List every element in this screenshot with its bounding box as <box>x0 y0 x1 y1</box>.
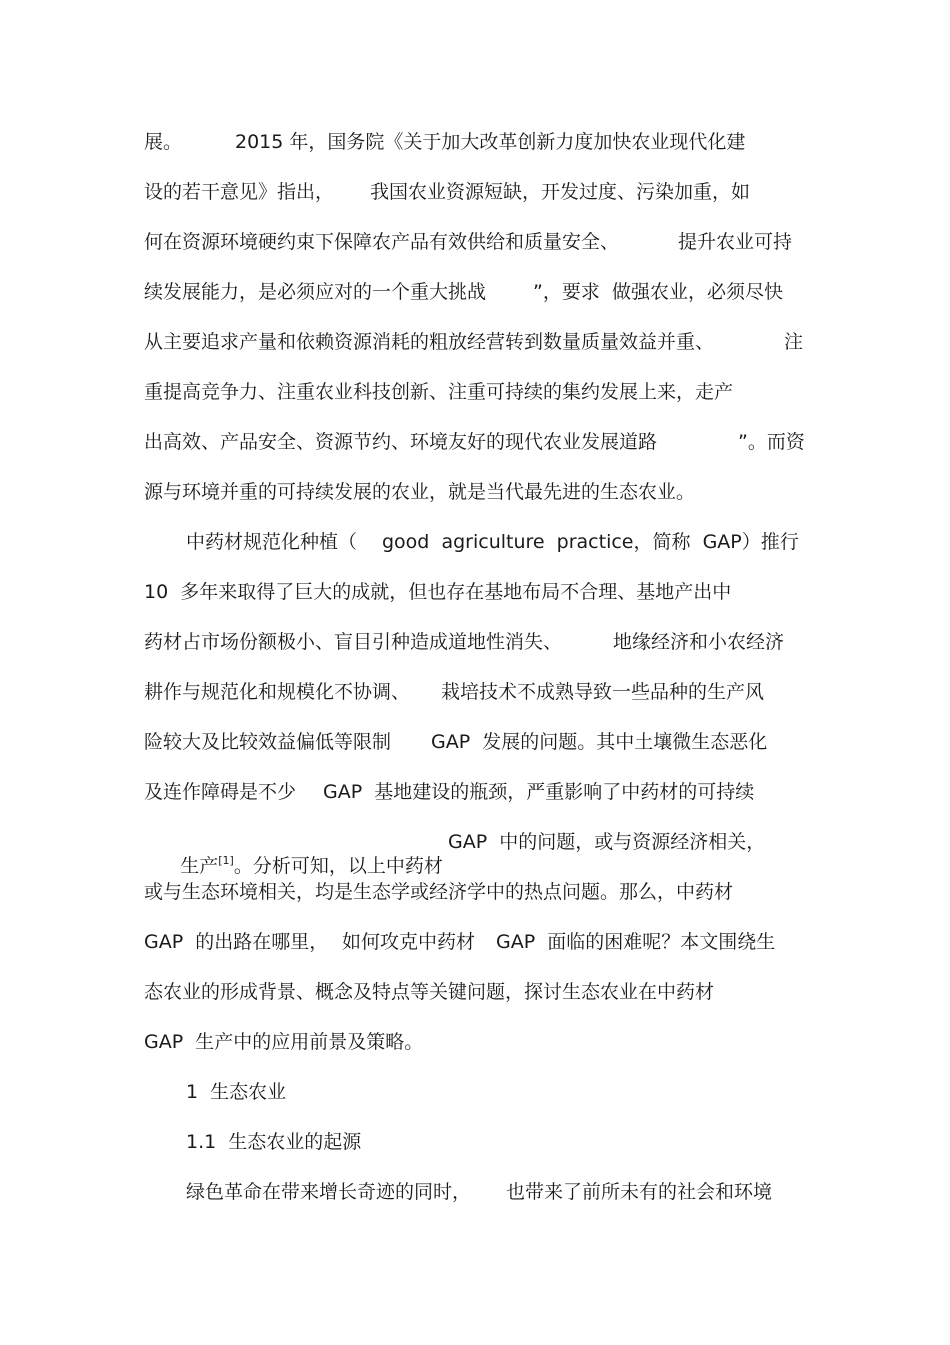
text-segment: GAP 的出路在哪里， <box>144 931 329 953</box>
text-segment: 注 <box>784 331 804 353</box>
text-segment: 2015 年，国务院《关于加大改革创新力度加快农业现代化建 <box>235 131 746 153</box>
text-segment: 生产 <box>180 855 219 877</box>
text-segment: 耕作与规范化和规模化不协调、 <box>144 681 411 703</box>
text-segment: good agriculture practice，简称 GAP）推行 <box>382 531 799 553</box>
text-segment: 绿色革命在带来增长奇迹的同时， <box>186 1181 472 1203</box>
text-segment: 地缘经济和小农经济 <box>613 631 785 653</box>
text-segment: 做强农业，必须尽快 <box>612 281 784 303</box>
text-segment: 我国农业资源短缺，开发过度、污染加重，如 <box>370 181 751 203</box>
text-segment: 重提高竞争力、注重农业科技创新、注重可持续的集约发展上来，走产 <box>144 381 734 403</box>
text-segment: GAP 中的问题，或与资源经济相关， <box>448 831 766 853</box>
text-segment: 源与环境并重的可持续发展的农业，就是当代最先进的生态农业。 <box>144 481 696 503</box>
text-segment: 续发展能力，是必须应对的一个重大挑战 <box>144 281 487 303</box>
text-segment: GAP 发展的问题。其中土壤微生态恶化 <box>431 731 768 753</box>
text-segment: 险较大及比较效益偏低等限制 <box>144 731 392 753</box>
text-segment: 态农业的形成背景、概念及特点等关键问题，探讨生态农业在中药材 <box>144 981 715 1003</box>
text-segment: GAP 生产中的应用前景及策略。 <box>144 1031 424 1053</box>
text-segment: 1 生态农业 <box>186 1081 287 1103</box>
text-segment: 中药材规范化种植（ <box>186 531 358 553</box>
text-segment: 展。 <box>144 131 183 153</box>
text-segment: GAP 面临的困难呢？本文围绕生 <box>496 931 776 953</box>
text-segment: GAP 基地建设的瓶颈，严重影响了中药材的可持续 <box>323 781 755 803</box>
text-segment: 设的若干意见》指出， <box>144 181 335 203</box>
text-segment: 药材占市场份额极小、盲目引种造成道地性消失、 <box>144 631 563 653</box>
text-segment: ”，要求 <box>533 281 600 303</box>
text-segment: 及连作障碍是不少 <box>144 781 297 803</box>
text-segment: 何在资源环境硬约束下保障农产品有效供给和质量安全、 <box>144 231 620 253</box>
text-segment: 出高效、产品安全、资源节约、环境友好的现代农业发展道路 <box>144 431 658 453</box>
text-segment: 从主要追求产量和依赖资源消耗的粗放经营转到数量质量效益并重、 <box>144 331 715 353</box>
citation-superscript: [1] <box>218 854 234 867</box>
text-segment: 1.1 生态农业的起源 <box>186 1131 362 1153</box>
text-segment: 如何攻克中药材 <box>342 931 476 953</box>
text-segment: 栽培技术不成熟导致一些品种的生产风 <box>441 681 765 703</box>
text-segment: 提升农业可持 <box>678 231 793 253</box>
text-segment: 10 多年来取得了巨大的成就，但也存在基地布局不合理、基地产出中 <box>144 581 732 603</box>
text-segment: 。分析可知，以上中药材 <box>233 855 443 877</box>
text-segment: 也带来了前所未有的社会和环境 <box>506 1181 773 1203</box>
text-segment: 或与生态环境相关，均是生态学或经济学中的热点问题。那么，中药材 <box>144 881 734 903</box>
text-line <box>0 1180 950 1276</box>
text-segment: ”。而资 <box>738 431 805 453</box>
